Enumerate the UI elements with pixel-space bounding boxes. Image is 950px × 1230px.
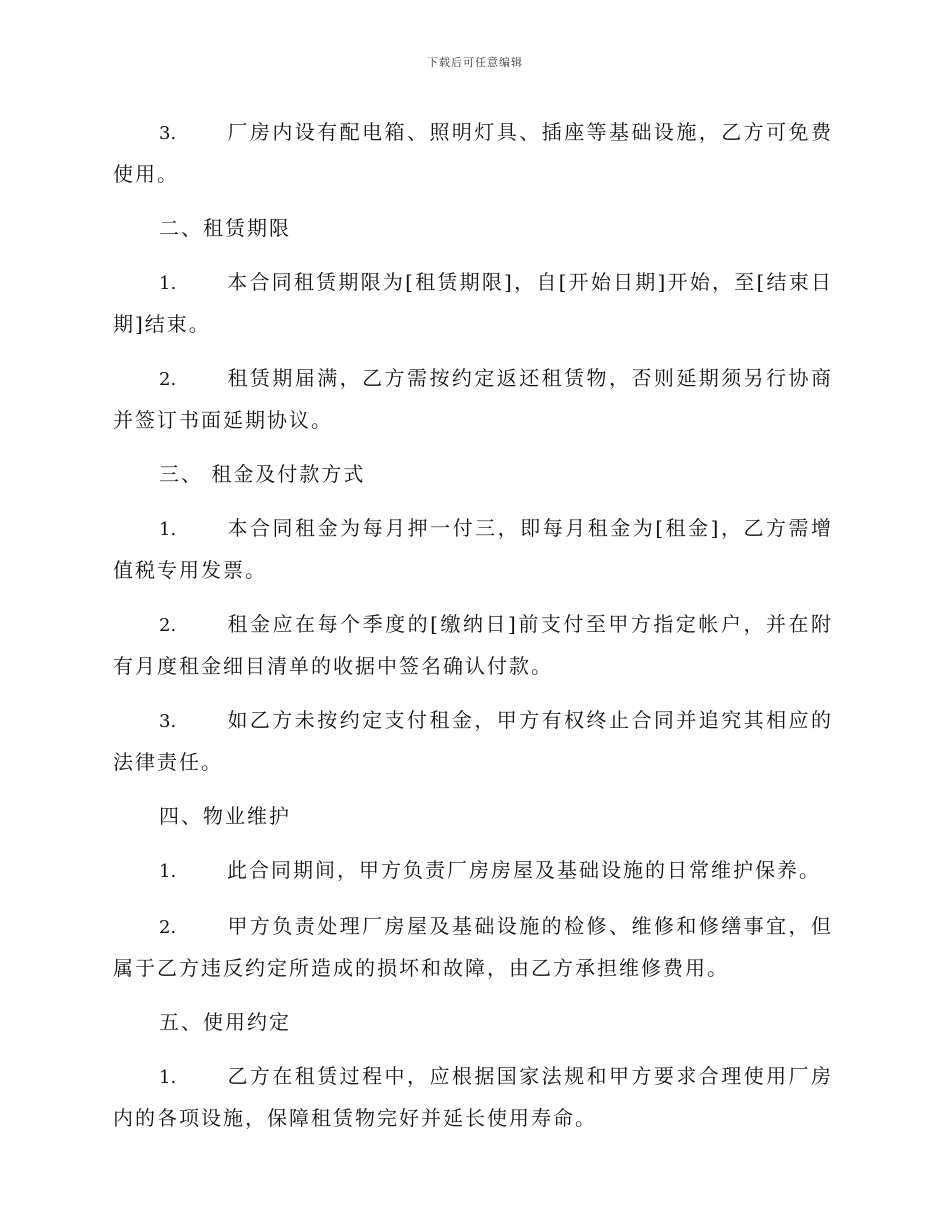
section-heading: 二、租赁期限 (159, 216, 291, 240)
section-heading: 五、使用约定 (159, 1010, 291, 1034)
document-body (113, 112, 833, 1152)
item-number: 3. (159, 711, 177, 732)
list-item (113, 1056, 833, 1138)
item-number: 2. (159, 615, 177, 636)
page-header: 下载后可任意编辑 (427, 56, 523, 69)
item-number: 1. (159, 519, 177, 540)
item-number: 2. (159, 917, 177, 938)
list-item (113, 850, 833, 892)
list-item (113, 262, 833, 344)
section-heading: 三、 租金及付款方式 (159, 462, 366, 486)
item-number: 2. (159, 369, 177, 390)
item-text: 租金应在每个季度的[缴纳日]前支付至甲方指定帐户，并在附有月度租金细目清单的收据中签名确认付款。 (113, 612, 833, 678)
item-text: 此合同期间，甲方负责厂房房屋及基础设施的日常维护保养。 (227, 858, 821, 882)
item-number: 1. (159, 273, 177, 294)
item-text: 本合同租金为每月押一付三，即每月租金为[租金]，乙方需增值税专用发票。 (113, 516, 833, 582)
item-text: 厂房内设有配电箱、照明灯具、插座等基础设施，乙方可免费使用。 (113, 120, 833, 186)
item-number: 1. (159, 1067, 177, 1088)
item-text: 甲方负责处理厂房屋及基础设施的检修、维修和修缮事宜，但属于乙方违反约定所造成的损坏和故障，由乙方承担维修费用。 (113, 914, 833, 980)
item-text: 租赁期届满，乙方需按约定返还租赁物，否则延期须另行协商并签订书面延期协议。 (113, 366, 833, 432)
list-item (113, 358, 833, 440)
list-item (113, 604, 833, 686)
item-text: 本合同租赁期限为[租赁期限]，自[开始日期]开始，至[结束日期]结束。 (113, 270, 833, 336)
item-text: 乙方在租赁过程中，应根据国家法规和甲方要求合理使用厂房内的各项设施，保障租赁物完好并延长使用寿命。 (113, 1064, 833, 1130)
section-heading: 四、物业维护 (159, 804, 291, 828)
list-item (113, 906, 833, 988)
item-text: 如乙方未按约定支付租金，甲方有权终止合同并追究其相应的法律责任。 (113, 708, 833, 774)
item-number: 3. (159, 123, 177, 144)
item-number: 1. (159, 861, 177, 882)
list-item (113, 112, 833, 194)
list-item (113, 508, 833, 590)
list-item (113, 700, 833, 782)
